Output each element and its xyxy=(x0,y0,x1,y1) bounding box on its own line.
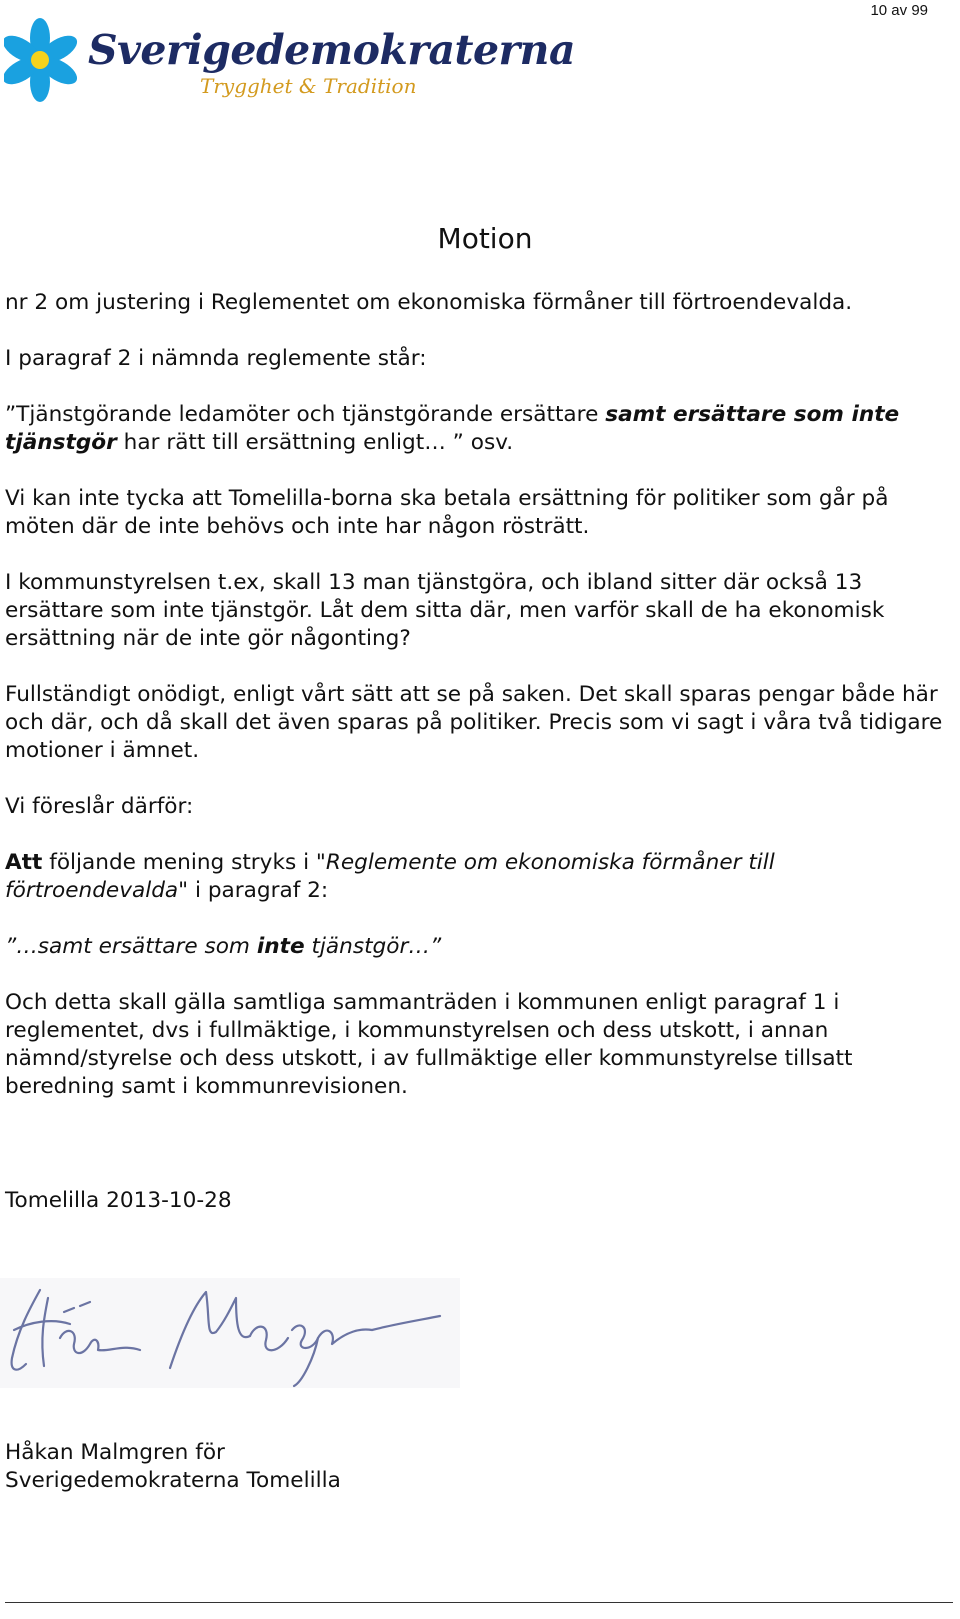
signer-name: Håkan Malmgren för xyxy=(5,1440,225,1465)
body-paragraph: Vi kan inte tycka att Tomelilla-borna ska betala ersättning för politiker som går på möten där de inte behövs och inte har någon rösträtt. xyxy=(5,486,889,539)
date-line: Tomelilla 2013-10-28 xyxy=(5,1188,232,1213)
signature-icon xyxy=(0,1278,460,1388)
proposal-att: Att xyxy=(5,850,43,875)
regulation-title: Reglemente om ekonomiska förmåner till förtroendevalda xyxy=(5,850,775,903)
party-logo xyxy=(4,14,576,114)
quoted-rule xyxy=(5,401,950,457)
body-paragraph: I kommunstyrelsen t.ex, skall 13 man tjänstgöra, och ibland sitter där också 13 ersättare som inte tjänstgör. Låt dem sitta där, men varför skall de ha ekonomisk ersättning när de inte gör någonting? xyxy=(5,570,885,651)
document-title: Motion xyxy=(437,222,533,255)
signer-block xyxy=(5,1439,341,1495)
quote-start: ”Tjänstgörande ledamöter och tjänstgörande ersättare xyxy=(5,402,606,427)
quote-emphasis: samt ersättare som inte tjänstgör xyxy=(5,402,900,455)
logo-tagline: Trygghet & Tradition xyxy=(200,74,417,98)
proposal-part2: " i paragraf 2: xyxy=(178,878,329,903)
struck-part2: tjänstgör… xyxy=(304,934,430,959)
proposal-part1: följande mening stryks i " xyxy=(42,850,326,875)
footer-divider xyxy=(5,1602,953,1603)
struck-open: ” xyxy=(5,934,17,959)
struck-part1: …samt ersättare som xyxy=(16,934,257,959)
quote-end: har rätt till ersättning enligt… ” osv. xyxy=(116,430,514,455)
proposal-text xyxy=(5,849,950,905)
proposal-intro: Vi föreslår därför: xyxy=(5,794,194,819)
struck-bold: inte xyxy=(256,934,305,959)
body-paragraph: Fullständigt onödigt, enligt vårt sätt att se på saken. Det skall sparas pengar både här och där, och då skall det även sparas på politiker. Precis som vi sagt i våra två tidigare motioner i ämnet. xyxy=(5,682,943,763)
page-number: 10 av 99 xyxy=(870,2,928,19)
paragraph-reference: I paragraf 2 i nämnda reglemente står: xyxy=(5,346,427,371)
motion-body xyxy=(5,289,950,1129)
conclusion-paragraph: Och detta skall gälla samtliga sammanträden i kommunen enligt paragraf 1 i reglementet, dvs i fullmäktige, i kommunstyrelsen och dess utskott, i annan nämnd/styrelse och dess utskott, i av fullmäktige eller kommunstyrelse tillsatt beredning samt i kommunrevisionen. xyxy=(5,990,853,1099)
logo-wordmark: Sverigedemokraterna xyxy=(88,26,576,74)
signer-organization: Sverigedemokraterna Tomelilla xyxy=(5,1468,341,1493)
struck-close: ” xyxy=(429,934,442,959)
handwritten-signature xyxy=(0,1278,460,1388)
blue-flower-icon xyxy=(4,14,82,104)
struck-sentence xyxy=(5,933,950,961)
intro-text: nr 2 om justering i Reglementet om ekonomiska förmåner till förtroendevalda. xyxy=(5,290,853,315)
